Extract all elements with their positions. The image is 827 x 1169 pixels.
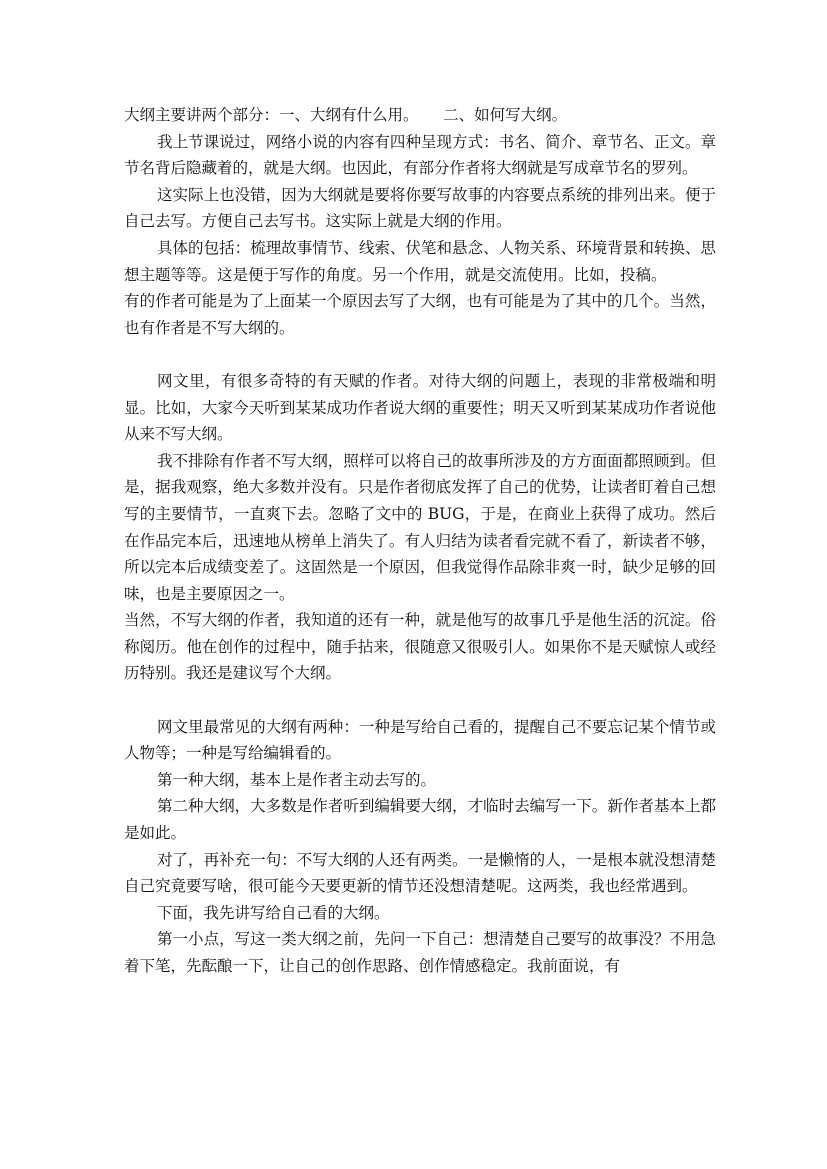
paragraph: 第二种大纲，大多数是作者听到编辑要大纲，才临时去编写一下。新作者基本上都是如此。 (124, 797, 716, 843)
paragraph: 当然，不写大纲的作者，我知道的还有一种，就是他写的故事几乎是他生活的沉淀。俗称阅历。他在创作的过程中，随手拈来，很随意又很吸引人。如果你不是天赋惊人或经历特别。我还是建议写个大纲。 (124, 611, 716, 683)
paragraph: 这实际上也没错，因为大纲就是要将你要写故事的内容要点系统的排列出来。便于自己去写。方便自己去写书。这实际上就是大纲的作用。 (124, 185, 716, 231)
paragraph: 大纲主要讲两个部分：一、大纲有什么用。 二、如何写大纲。 (124, 106, 568, 124)
paragraph: 网文里最常见的大纲有两种：一种是写给自己看的，提醒自己不要忘记某个情节或人物等；一种是写给编辑看的。 (124, 717, 716, 763)
paragraph: 网文里，有很多奇特的有天赋的作者。对待大纲的问题上，表现的非常极端和明显。比如，大家今天听到某某成功作者说大纲的重要性；明天又听到某某成功作者说他从来不写大纲。 (124, 371, 716, 444)
blank-line (124, 687, 716, 714)
paragraph: 我上节课说过，网络小说的内容有四种呈现方式：书名、简介、章节名、正文。章节名背后隐藏着的，就是大纲。也因此，有部分作者将大纲就是写成章节名的罗列。 (124, 132, 716, 178)
blank-line (124, 341, 716, 368)
paragraph: 具体的包括：梳理故事情节、线索、伏笔和悬念、人物关系、环境背景和转换、思想主题等等。这是便于写作的角度。另一个作用，就是交流使用。比如，投稿。 (124, 238, 716, 284)
paragraph: 第一小点，写这一类大纲之前，先问一下自己：想清楚自己要写的故事没？不用急着下笔，先酝酿一下，让自己的创作思路、创作情感稳定。我前面说，有 (124, 930, 716, 975)
paragraph: 下面，我先讲写给自己看的大纲。 (157, 903, 390, 922)
paragraph: 我不排除有作者不写大纲，照样可以将自己的故事所涉及的方方面面都照顾到。但是，据我观察，绝大多数并没有。只是作者彻底发挥了自己的优势，让读者盯着自己想写的主要情节，一直爽下去。忽略了文中的 BUG，于是，在商业上获得了成功。然后在作品完本后，迅速地从榜单上消失了。有人归结为读者看完就不看了，新读者不够，所以完本后成绩变差了。这固然是一个原因，但我觉得作品除非爽一时，缺少足够的回味，也是主要原因之一。 (124, 451, 716, 603)
document-body (124, 102, 716, 980)
paragraph: 对了，再补充一句：不写大纲的人还有两类。一是懒惰的人，一是根本就没想清楚自己究竟要写啥，很可能今天要更新的情节还没想清楚呢。这两类，我也经常遇到。 (124, 850, 716, 896)
paragraph: 第一种大纲，基本上是作者主动去写的。 (157, 770, 437, 789)
paragraph: 有的作者可能是为了上面某一个原因去写了大纲，也有可能是为了其中的几个。当然，也有作者是不写大纲的。 (124, 292, 716, 337)
